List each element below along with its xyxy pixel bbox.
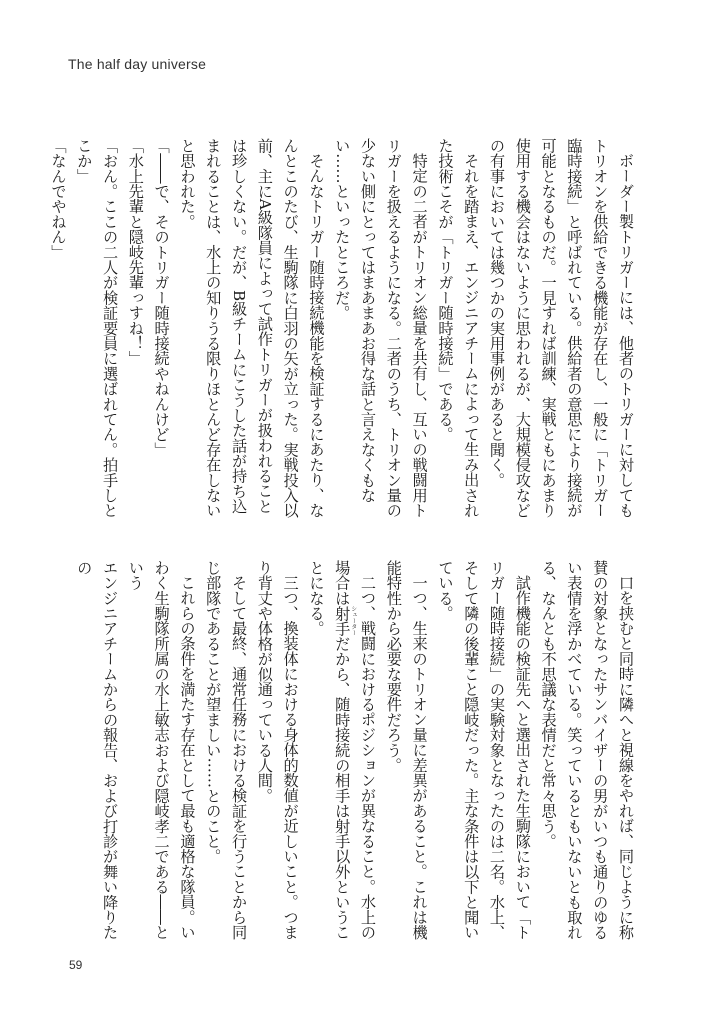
paragraph: 口を挟むと同時に隣へと視線をやれば、同じように称賛の対象となったサンバイザーの男がいつも通りのゆるい表情を浮かべている。笑っているともいないとも取れる、なんとも不思議な表情だと常々思う。 [539, 560, 635, 940]
ruby-reading: シューター [349, 605, 357, 636]
paragraph: それを踏まえ、エンジニアチームによって生み出された技術こそが「トリガー随時接続」である。 [436, 138, 481, 518]
paragraph: これらの条件を満たす存在として最も適格な隊員。いわく生駒隊所属の水上敏志および隠岐孝二である――という [126, 560, 197, 940]
upper-text-block [49, 138, 638, 520]
dialog-line: 「水上先輩と隠岐先輩っすね！」 [126, 138, 145, 366]
dialog-line: 「――で、そのトリガー随時接続やねんけど」 [152, 138, 171, 458]
paragraph: 特定の二者がトリオン総量を共有し、互いの戦闘用トリガーを扱えるようになる。二者のうち、トリオン量の少ない側にとってはまあまあお得な話と言えなくもない……といったところだ。 [333, 138, 429, 518]
paragraph: そして最終、通常任務における検証を行うことから同じ部隊であることが望ましい……とのこと。 [204, 560, 249, 940]
paragraph: ボーダー製トリガーには、他者のトリガーに対してもトリオンを供給できる機能が存在し、一般に「トリガー臨時接続」と呼ばれている。供給者の意思により接続が可能となるものだ。一見すれば訓練、実戦ともにあまり使用する機会はないように思われるが、大規模侵攻などの有事においては幾つかの実用事例があると聞く。 [488, 138, 635, 518]
paragraph: 一つ、生来のトリオン量に差異があること。これは機能特性から必要な要件だろう。 [384, 560, 429, 940]
paragraph: そんなトリガー随時接続機能を検証するにあたり、なんとこのたび、生駒隊に白羽の矢が立った。実戦投入以前、主にA級隊員によって試作トリガーが扱われることは珍しくない。だが、B級チームにこうした話が持ち込まれることは、水上の知りうる限りほとんど存在しないと思われた。 [178, 138, 326, 518]
ruby-term [333, 605, 357, 637]
page-title: The half day universe [68, 56, 207, 72]
ruby-base: 射手 [333, 605, 352, 637]
paragraph-start: 二つ、戦闘におけるポジションが異なること。水上の場合は [333, 560, 378, 940]
dialog-line: 「おん。ここの二人が検証要員に選ばれてん。拍手しとこか」 [75, 138, 120, 518]
paragraph: 三つ、換装体における身体的数値が近しいこと。つまり背丈や体格が似通っている人間。 [255, 560, 300, 940]
paragraph-rest: だから、随時接続の相手は射手以外ということになる。 [307, 560, 352, 941]
dialog-line: 「なんでやねん」 [49, 138, 68, 260]
paragraph: 試作機能の検証先へと選出された生駒隊において「トリガー随時接続」の実験対象となったのは二名。水上、そして隣の後輩こと隠岐だった。主な条件は以下と聞いている。 [436, 560, 532, 940]
paragraph-with-ruby [303, 560, 380, 942]
page-number: 59 [69, 958, 83, 972]
lower-text-block [70, 560, 638, 942]
paragraph-continued: エンジニアチームからの報告、および打診が舞い降りたの [75, 560, 120, 940]
